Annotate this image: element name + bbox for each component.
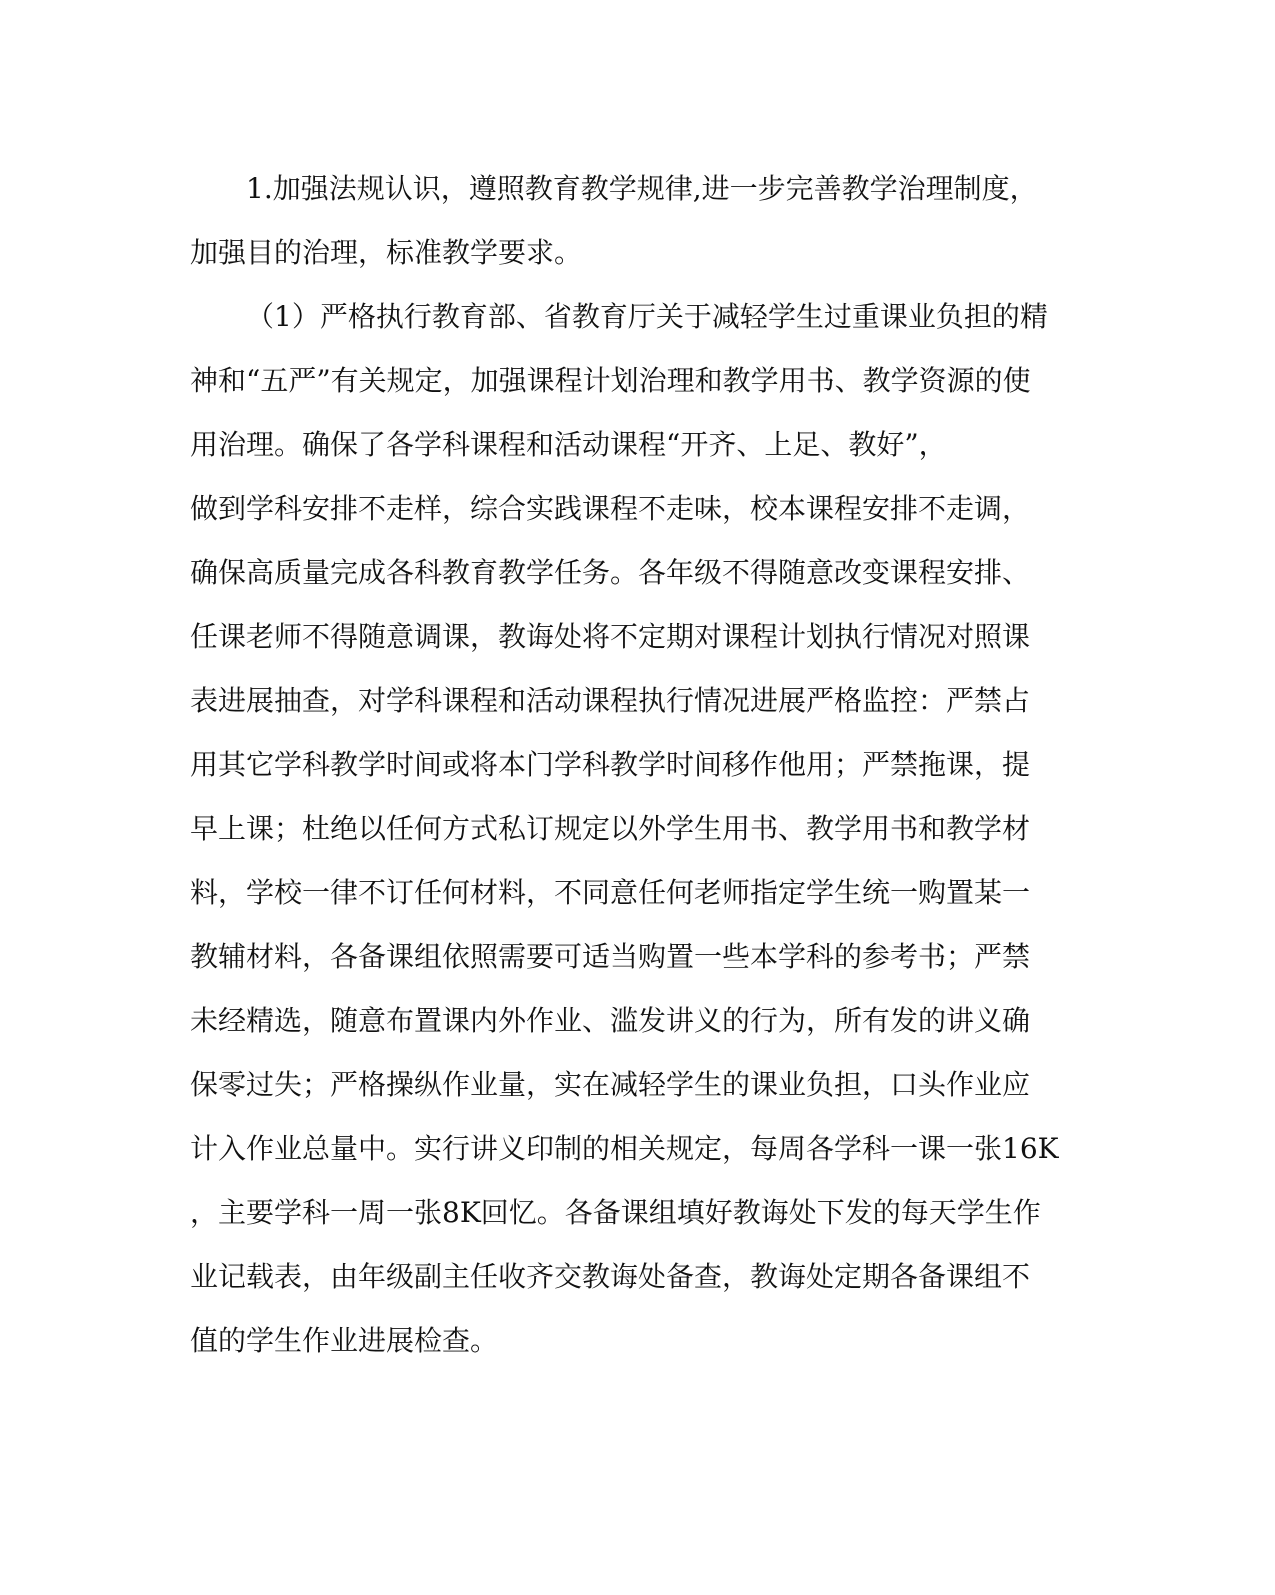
paragraph-1-line-1: 1.加强法规认识，遵照教育教学规律,进一步完善教学治理制度， xyxy=(246,172,1038,205)
paragraph-2-line-12: 未经精选，随意布置课内外作业、滥发讲义的行为，所有发的讲义确 xyxy=(190,1004,1031,1037)
paragraph-2-line-3: 用治理。确保了各学科课程和活动课程“开齐、上足、教好”， xyxy=(190,428,947,461)
paragraph-2-line-2: 神和“五严”有关规定，加强课程计划治理和教学用书、教学资源的使 xyxy=(190,364,1031,397)
paragraph-2-line-9: 早上课；杜绝以任何方式私订规定以外学生用书、教学用书和教学材 xyxy=(190,812,1031,845)
paragraph-2-line-1: （1）严格执行教育部、省教育厅关于减轻学生过重课业负担的精 xyxy=(246,300,1048,333)
paragraph-2-line-7: 表进展抽查，对学科课程和活动课程执行情况进展严格监控：严禁占 xyxy=(190,684,1031,717)
paragraph-2-line-14: 计入作业总量中。实行讲义印制的相关规定，每周各学科一课一张16K xyxy=(190,1132,1059,1165)
paragraph-2-line-5: 确保高质量完成各科教育教学任务。各年级不得随意改变课程安排、 xyxy=(190,556,1031,589)
paragraph-2-line-17: 值的学生作业进展检查。 xyxy=(190,1324,499,1357)
paragraph-2-line-13: 保零过失；严格操纵作业量，实在减轻学生的课业负担，口头作业应 xyxy=(190,1068,1031,1101)
paragraph-2-line-10: 料，学校一律不订任何材料，不同意任何老师指定学生统一购置某一 xyxy=(190,876,1031,909)
paragraph-2-line-4: 做到学科安排不走样，综合实践课程不走味，校本课程安排不走调， xyxy=(190,492,1031,525)
paragraph-1-line-2: 加强目的治理，标准教学要求。 xyxy=(190,236,583,269)
paragraph-2-line-8: 用其它学科教学时间或将本门学科教学时间移作他用；严禁拖课，提 xyxy=(190,748,1031,781)
document-body xyxy=(190,162,1070,1378)
paragraph-2-line-6: 任课老师不得随意调课，教诲处将不定期对课程计划执行情况对照课 xyxy=(190,620,1031,653)
paragraph-2-line-15: ，主要学科一周一张8K回忆。各备课组填好教诲处下发的每天学生作 xyxy=(190,1196,1041,1229)
paragraph-2-line-16: 业记载表，由年级副主任收齐交教诲处备查，教诲处定期各备课组不 xyxy=(190,1260,1031,1293)
paragraph-2-line-11: 教辅材料，各备课组依照需要可适当购置一些本学科的参考书；严禁 xyxy=(190,940,1031,973)
